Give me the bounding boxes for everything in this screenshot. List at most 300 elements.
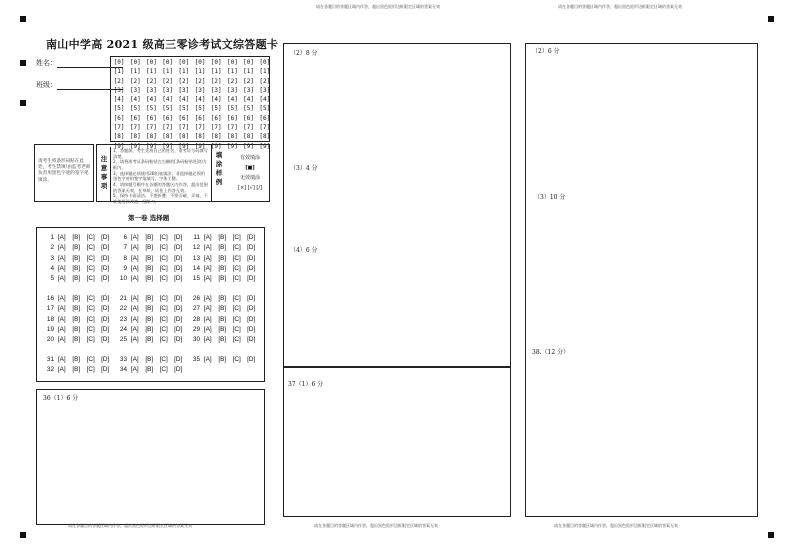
id-digit-bubble[interactable]: [4] — [243, 96, 255, 104]
id-digit-bubble[interactable]: [7] — [243, 124, 255, 132]
valid-fill-label: 有效填涂 — [239, 155, 260, 161]
option-bubble[interactable]: [C] — [159, 366, 168, 374]
id-digit-bubble[interactable]: [3] — [178, 86, 190, 94]
class-label: 班级： — [36, 81, 57, 89]
id-digit-bubble[interactable]: [5] — [146, 105, 157, 113]
option-bubble[interactable]: [B] — [72, 305, 81, 313]
option-bubble[interactable]: [D] — [174, 295, 183, 302]
id-digit-bubble[interactable]: [4] — [226, 96, 238, 104]
id-digit-bubble[interactable]: [5] — [243, 105, 255, 113]
option-bubble[interactable]: [C] — [232, 244, 241, 252]
id-digit-bubble[interactable]: [6] — [146, 114, 157, 122]
id-digit-bubble[interactable]: [5] — [129, 105, 141, 113]
option-bubble[interactable]: [A] — [130, 295, 139, 302]
option-bubble[interactable]: [B] — [72, 234, 81, 241]
question-30 — [187, 336, 259, 343]
option-bubble[interactable]: [A] — [130, 336, 139, 344]
id-digit-bubble[interactable]: [1] — [226, 68, 238, 76]
question-number: 27 — [192, 305, 200, 313]
id-digit-bubble[interactable]: [6] — [243, 114, 255, 122]
option-bubble[interactable]: [B] — [218, 244, 227, 252]
option-bubble[interactable]: [D] — [174, 315, 183, 323]
id-digit-bubble[interactable]: [6] — [226, 114, 238, 122]
question-11 — [187, 234, 259, 241]
option-bubble[interactable]: [A] — [203, 336, 212, 344]
option-bubble[interactable]: [A] — [57, 254, 66, 262]
option-bubble[interactable]: [A] — [203, 325, 212, 333]
option-bubble[interactable]: [A] — [57, 325, 66, 333]
id-digit-bubble[interactable]: [0] — [162, 59, 174, 66]
option-bubble[interactable]: [D] — [247, 234, 256, 241]
option-bubble[interactable]: [D] — [101, 295, 110, 302]
option-bubble[interactable]: [C] — [86, 305, 95, 313]
id-digit-bubble[interactable]: [3] — [226, 86, 238, 94]
option-bubble[interactable]: [D] — [247, 295, 256, 302]
option-bubble[interactable]: [B] — [218, 305, 227, 313]
answer-box-37-2-3-38[interactable] — [525, 43, 758, 517]
option-bubble[interactable]: [A] — [130, 275, 139, 283]
answer-label-36-4: （4）6 分 — [290, 247, 318, 254]
id-digit-bubble[interactable]: [1] — [162, 68, 174, 76]
option-bubble[interactable]: [C] — [159, 244, 168, 252]
question-number: 6 — [123, 234, 127, 241]
id-digit-bubble[interactable]: [2] — [259, 77, 271, 85]
option-bubble[interactable]: [B] — [72, 325, 81, 333]
option-bubble[interactable]: [D] — [101, 336, 110, 344]
option-bubble[interactable]: [D] — [174, 254, 183, 262]
id-digit-bubble[interactable]: [1] — [178, 68, 190, 76]
id-digit-bubble[interactable]: [3] — [210, 86, 222, 94]
registration-mark — [20, 532, 26, 538]
id-digit-bubble[interactable]: [7] — [226, 124, 238, 132]
fill-example — [231, 153, 269, 193]
answer-label-37-3: （3）10 分 — [534, 194, 566, 201]
question-24 — [114, 326, 186, 333]
option-bubble[interactable]: [A] — [57, 366, 66, 374]
id-digit-bubble[interactable]: [7] — [113, 124, 125, 132]
option-bubble[interactable]: [C] — [86, 315, 95, 323]
id-digit-bubble[interactable]: [4] — [162, 96, 174, 104]
id-digit-bubble[interactable]: [2] — [210, 77, 222, 85]
id-digit-bubble[interactable]: [4] — [178, 96, 190, 104]
question-number: 34 — [119, 366, 127, 374]
id-digit-bubble[interactable]: [6] — [178, 114, 190, 122]
id-digit-bubble[interactable]: [6] — [113, 114, 125, 122]
option-bubble[interactable]: [C] — [232, 254, 241, 262]
option-bubble[interactable]: [D] — [101, 275, 110, 283]
option-bubble[interactable]: [A] — [130, 234, 139, 241]
id-digit-bubble[interactable]: [1] — [113, 68, 125, 76]
notes-list — [113, 148, 209, 205]
option-bubble[interactable]: [C] — [159, 234, 168, 241]
id-digit-bubble[interactable]: [3] — [259, 86, 271, 94]
id-digit-bubble[interactable]: [5] — [162, 105, 174, 113]
option-bubble[interactable]: [A] — [203, 295, 212, 302]
barcode-instruction: 请考生将条形码贴在此处，考生禁填!由监考老师负责用黑色字迹的签字笔填涂。 — [38, 159, 91, 183]
option-bubble[interactable]: [A] — [203, 244, 212, 252]
question-35 — [187, 356, 259, 363]
option-bubble[interactable]: [B] — [145, 315, 154, 323]
id-digit-bubble[interactable]: [7] — [194, 124, 206, 132]
option-bubble[interactable]: [B] — [72, 244, 81, 252]
option-bubble[interactable]: [B] — [72, 295, 81, 302]
option-bubble[interactable]: [B] — [145, 254, 154, 262]
id-digit-row — [111, 114, 273, 123]
barcode-area — [34, 144, 94, 202]
option-bubble[interactable]: [B] — [72, 356, 81, 363]
option-bubble[interactable]: [C] — [232, 336, 241, 344]
id-digit-bubble[interactable]: [3] — [194, 86, 206, 94]
id-digit-bubble[interactable]: [8] — [113, 133, 125, 141]
id-digit-bubble[interactable]: [5] — [210, 105, 222, 113]
id-digit-bubble[interactable]: [0] — [146, 59, 157, 66]
option-bubble[interactable]: [D] — [174, 264, 183, 272]
question-14 — [187, 265, 259, 272]
option-bubble[interactable]: [B] — [145, 325, 154, 333]
id-digit-bubble[interactable]: [9] — [162, 142, 174, 150]
option-bubble[interactable]: [D] — [174, 336, 183, 344]
option-bubble[interactable]: [A] — [203, 254, 212, 262]
option-bubble[interactable]: [A] — [203, 234, 212, 241]
answer-label-37-2: （2）6 分 — [532, 48, 560, 55]
id-digit-bubble[interactable]: [9] — [178, 142, 190, 150]
option-bubble[interactable]: [B] — [72, 275, 81, 283]
id-digit-bubble[interactable]: [9] — [113, 142, 125, 150]
option-bubble[interactable]: [C] — [159, 315, 168, 323]
option-bubble[interactable]: [A] — [57, 234, 66, 241]
id-digit-bubble[interactable]: [9] — [129, 142, 141, 150]
id-digit-row — [111, 132, 273, 141]
id-digit-bubble[interactable]: [8] — [259, 133, 271, 141]
id-digit-bubble[interactable]: [5] — [113, 105, 125, 113]
option-bubble[interactable]: [D] — [101, 366, 110, 374]
id-digit-bubble[interactable]: [9] — [243, 142, 255, 150]
question-29 — [187, 326, 259, 333]
id-digit-bubble[interactable]: [0] — [243, 59, 255, 66]
option-bubble[interactable]: [D] — [101, 315, 110, 323]
bottom-notice-left: 请在各题目的答题区域内作答，超出黑色矩形边框限定区域的答案无效 — [68, 523, 192, 528]
option-bubble[interactable]: [A] — [203, 315, 212, 323]
option-bubble[interactable]: [C] — [232, 356, 241, 363]
id-digit-bubble[interactable]: [4] — [194, 96, 206, 104]
id-digit-bubble[interactable]: [8] — [178, 133, 190, 141]
id-digit-bubble[interactable]: [5] — [178, 105, 190, 113]
id-digit-bubble[interactable]: [0] — [129, 59, 141, 66]
question-number: 31 — [46, 356, 54, 363]
id-digit-bubble[interactable]: [7] — [129, 124, 141, 132]
id-digit-bubble[interactable]: [9] — [259, 142, 271, 150]
option-bubble[interactable]: [B] — [145, 366, 154, 374]
option-bubble[interactable]: [C] — [232, 264, 241, 272]
option-bubble[interactable]: [C] — [159, 295, 168, 302]
option-bubble[interactable]: [C] — [86, 366, 95, 374]
question-number: 1 — [50, 234, 54, 241]
option-bubble[interactable]: [D] — [101, 305, 110, 313]
option-bubble[interactable]: [B] — [145, 356, 154, 363]
option-bubble[interactable]: [B] — [218, 234, 227, 241]
id-digit-row — [111, 67, 273, 76]
option-bubble[interactable]: [A] — [57, 244, 66, 252]
question-20 — [41, 336, 113, 343]
option-bubble[interactable]: [A] — [130, 325, 139, 333]
option-bubble[interactable]: [A] — [130, 254, 139, 262]
id-digit-bubble[interactable]: [8] — [226, 133, 238, 141]
id-digit-bubble[interactable]: [1] — [194, 68, 206, 76]
exam-id-digits[interactable] — [111, 58, 273, 151]
id-digit-bubble[interactable]: [6] — [210, 114, 222, 122]
option-bubble[interactable]: [D] — [247, 356, 256, 363]
id-digit-row — [111, 86, 273, 95]
id-digit-bubble[interactable]: [2] — [146, 77, 157, 85]
question-13 — [187, 255, 259, 262]
question-number: 26 — [192, 295, 200, 302]
option-bubble[interactable]: [A] — [203, 275, 212, 283]
id-digit-bubble[interactable]: [8] — [129, 133, 141, 141]
option-bubble[interactable]: [D] — [174, 325, 183, 333]
option-bubble[interactable]: [A] — [203, 305, 212, 313]
question-17 — [41, 305, 113, 312]
option-bubble[interactable]: [C] — [86, 244, 95, 252]
id-digit-bubble[interactable]: [3] — [113, 86, 125, 94]
question-number: 3 — [50, 254, 54, 262]
option-bubble[interactable]: [B] — [145, 336, 154, 344]
answer-label-36-2: （2）8 分 — [290, 50, 318, 57]
id-digit-bubble[interactable]: [4] — [259, 96, 271, 104]
option-bubble[interactable]: [D] — [247, 244, 256, 252]
option-bubble[interactable]: [A] — [57, 315, 66, 323]
option-bubble[interactable]: [C] — [86, 234, 95, 241]
id-digit-bubble[interactable]: [8] — [210, 133, 222, 141]
option-bubble[interactable]: [D] — [101, 264, 110, 272]
option-bubble[interactable]: [B] — [72, 254, 81, 262]
option-bubble[interactable]: [C] — [159, 305, 168, 313]
option-bubble[interactable]: [D] — [247, 315, 256, 323]
question-12 — [187, 244, 259, 251]
option-bubble[interactable]: [B] — [145, 305, 154, 313]
id-digit-bubble[interactable]: [3] — [129, 86, 141, 94]
option-bubble[interactable]: [D] — [174, 234, 183, 241]
option-bubble[interactable]: [B] — [218, 295, 227, 302]
option-bubble[interactable]: [C] — [159, 325, 168, 333]
option-bubble[interactable]: [A] — [57, 305, 66, 313]
id-digit-bubble[interactable]: [3] — [243, 86, 255, 94]
id-digit-bubble[interactable]: [9] — [146, 142, 157, 150]
option-bubble[interactable]: [A] — [203, 356, 212, 363]
option-bubble[interactable]: [D] — [174, 305, 183, 313]
option-bubble[interactable]: [B] — [145, 295, 154, 302]
option-bubble[interactable]: [A] — [203, 264, 212, 272]
option-bubble[interactable]: [D] — [101, 234, 110, 241]
option-bubble[interactable]: [B] — [72, 366, 81, 374]
option-bubble[interactable]: [C] — [232, 325, 241, 333]
id-digit-bubble[interactable]: [0] — [259, 59, 271, 66]
question-number: 18 — [46, 315, 54, 323]
fill-example-heading — [215, 151, 223, 187]
id-digit-bubble[interactable]: [7] — [146, 124, 157, 132]
id-digit-bubble[interactable]: [4] — [113, 96, 125, 104]
option-bubble[interactable]: [A] — [130, 305, 139, 313]
option-bubble[interactable]: [B] — [145, 234, 154, 241]
option-bubble[interactable]: [C] — [86, 254, 95, 262]
option-bubble[interactable]: [D] — [174, 356, 183, 363]
id-digit-bubble[interactable]: [2] — [243, 77, 255, 85]
id-digit-bubble[interactable]: [7] — [259, 124, 271, 132]
id-digit-bubble[interactable]: [4] — [210, 96, 222, 104]
id-digit-bubble[interactable]: [5] — [194, 105, 206, 113]
id-digit-bubble[interactable]: [7] — [210, 124, 222, 132]
option-bubble[interactable]: [C] — [159, 264, 168, 272]
id-digit-bubble[interactable]: [0] — [226, 59, 238, 66]
option-bubble[interactable]: [D] — [174, 244, 183, 252]
option-bubble[interactable]: [B] — [145, 264, 154, 272]
answer-box-36-2-3-4[interactable] — [283, 43, 511, 367]
option-bubble[interactable]: [C] — [232, 275, 241, 283]
option-bubble[interactable]: [A] — [130, 244, 139, 252]
option-bubble[interactable]: [B] — [218, 254, 227, 262]
option-bubble[interactable]: [D] — [247, 325, 256, 333]
option-bubble[interactable]: [D] — [247, 254, 256, 262]
option-bubble[interactable]: [D] — [174, 275, 183, 283]
id-digit-bubble[interactable]: [6] — [162, 114, 174, 122]
id-digit-bubble[interactable]: [1] — [146, 68, 157, 76]
question-34 — [114, 366, 186, 373]
option-bubble[interactable]: [C] — [86, 336, 95, 344]
id-digit-bubble[interactable]: [1] — [210, 68, 222, 76]
invalid-fill-mark: [×] [√] [/] — [238, 185, 262, 191]
id-digit-bubble[interactable]: [2] — [226, 77, 238, 85]
id-digit-bubble[interactable]: [7] — [178, 124, 190, 132]
id-digit-bubble[interactable]: [8] — [243, 133, 255, 141]
question-9 — [114, 265, 186, 272]
option-bubble[interactable]: [B] — [218, 315, 227, 323]
option-bubble[interactable]: [C] — [86, 295, 95, 302]
option-bubble[interactable]: [A] — [57, 336, 66, 344]
id-digit-bubble[interactable]: [0] — [194, 59, 206, 66]
option-bubble[interactable]: [A] — [130, 356, 139, 363]
option-bubble[interactable]: [C] — [159, 356, 168, 363]
option-bubble[interactable]: [C] — [159, 336, 168, 344]
id-digit-bubble[interactable]: [1] — [129, 68, 141, 76]
option-bubble[interactable]: [D] — [247, 264, 256, 272]
option-bubble[interactable]: [B] — [72, 264, 81, 272]
id-digit-bubble[interactable]: [6] — [194, 114, 206, 122]
answer-box-36-1[interactable] — [36, 389, 265, 525]
id-digit-bubble[interactable]: [6] — [259, 114, 271, 122]
option-bubble[interactable]: [C] — [86, 264, 95, 272]
question-7 — [114, 244, 186, 251]
note-item: 1、答题前，考生先将自己的姓名、准考证号码填写清楚。 — [113, 148, 208, 159]
option-bubble[interactable]: [B] — [145, 275, 154, 283]
option-bubble[interactable]: [A] — [130, 366, 139, 374]
page-title: 南山中学高 2021 级高三零诊考试文综答题卡 — [46, 38, 279, 51]
option-bubble[interactable]: [A] — [57, 356, 66, 363]
question-6 — [114, 234, 186, 241]
option-bubble[interactable]: [C] — [232, 305, 241, 313]
option-bubble[interactable]: [B] — [218, 275, 227, 283]
option-bubble[interactable]: [D] — [247, 305, 256, 313]
top-notice-right: 请在各题目的答题区域内作答，超出黑色矩形边框限定区域的答案无效 — [558, 4, 682, 9]
option-bubble[interactable]: [C] — [232, 295, 241, 302]
id-digit-bubble[interactable]: [9] — [194, 142, 206, 150]
option-bubble[interactable]: [B] — [218, 325, 227, 333]
option-bubble[interactable]: [A] — [130, 264, 139, 272]
option-bubble[interactable]: [D] — [174, 366, 183, 374]
notes-heading-text: 注意事项 — [100, 155, 108, 190]
id-digit-bubble[interactable]: [1] — [243, 68, 255, 76]
id-digit-bubble[interactable]: [0] — [113, 59, 125, 66]
option-bubble[interactable]: [C] — [159, 254, 168, 262]
option-bubble[interactable]: [B] — [72, 336, 81, 344]
question-number: 29 — [192, 325, 200, 333]
question-number: 14 — [192, 264, 200, 272]
answer-box-37-1[interactable] — [283, 367, 511, 517]
option-bubble[interactable]: [D] — [101, 254, 110, 262]
option-bubble[interactable]: [D] — [101, 244, 110, 252]
id-digit-row — [111, 58, 273, 67]
option-bubble[interactable]: [D] — [247, 275, 256, 283]
id-digit-bubble[interactable]: [3] — [162, 86, 174, 94]
id-digit-bubble[interactable]: [2] — [178, 77, 190, 85]
id-digit-bubble[interactable]: [5] — [259, 105, 271, 113]
option-bubble[interactable]: [D] — [101, 325, 110, 333]
id-digit-bubble[interactable]: [0] — [210, 59, 222, 66]
id-digit-bubble[interactable]: [8] — [194, 133, 206, 141]
id-digit-bubble[interactable]: [5] — [226, 105, 238, 113]
option-bubble[interactable]: [B] — [145, 244, 154, 252]
option-bubble[interactable]: [B] — [72, 315, 81, 323]
option-bubble[interactable]: [D] — [247, 336, 256, 344]
id-digit-bubble[interactable]: [2] — [162, 77, 174, 85]
option-bubble[interactable]: [C] — [159, 275, 168, 283]
id-digit-bubble[interactable]: [4] — [129, 96, 141, 104]
question-number: 11 — [193, 234, 200, 241]
option-bubble[interactable]: [C] — [86, 275, 95, 283]
id-digit-bubble[interactable]: [4] — [146, 96, 157, 104]
option-bubble[interactable]: [B] — [218, 264, 227, 272]
id-digit-bubble[interactable]: [9] — [210, 142, 222, 150]
option-bubble[interactable]: [C] — [232, 315, 241, 323]
option-bubble[interactable]: [C] — [86, 325, 95, 333]
question-number: 23 — [119, 315, 127, 323]
exam-id-grid — [110, 56, 271, 150]
option-bubble[interactable]: [C] — [86, 356, 95, 363]
option-bubble[interactable]: [D] — [101, 356, 110, 363]
option-bubble[interactable]: [A] — [57, 275, 66, 283]
id-digit-bubble[interactable]: [2] — [194, 77, 206, 85]
option-bubble[interactable]: [B] — [218, 356, 227, 363]
id-digit-bubble[interactable]: [8] — [146, 133, 157, 141]
id-digit-row — [111, 95, 273, 104]
id-digit-bubble[interactable]: [9] — [226, 142, 238, 150]
option-bubble[interactable]: [A] — [57, 295, 66, 302]
id-digit-bubble[interactable]: [1] — [259, 68, 271, 76]
id-digit-bubble[interactable]: [3] — [146, 86, 157, 94]
option-bubble[interactable]: [B] — [218, 336, 227, 344]
id-digit-bubble[interactable]: [2] — [129, 77, 141, 85]
question-number: 16 — [46, 295, 54, 302]
option-bubble[interactable]: [C] — [232, 234, 241, 241]
id-digit-bubble[interactable]: [7] — [162, 124, 174, 132]
note-item: 5、保持卡面清洁，不要折叠、不要弄破、弄皱，不准使用涂改液、刮纸刀。 — [113, 193, 208, 205]
id-digit-bubble[interactable]: [6] — [129, 114, 141, 122]
section1-title: 第一卷 选择题 — [128, 214, 170, 222]
id-digit-bubble[interactable]: [0] — [178, 59, 190, 66]
option-bubble[interactable]: [A] — [130, 315, 139, 323]
id-digit-bubble[interactable]: [8] — [162, 133, 174, 141]
option-bubble[interactable]: [A] — [57, 264, 66, 272]
id-digit-bubble[interactable]: [2] — [113, 77, 125, 85]
notes-heading — [100, 155, 108, 191]
